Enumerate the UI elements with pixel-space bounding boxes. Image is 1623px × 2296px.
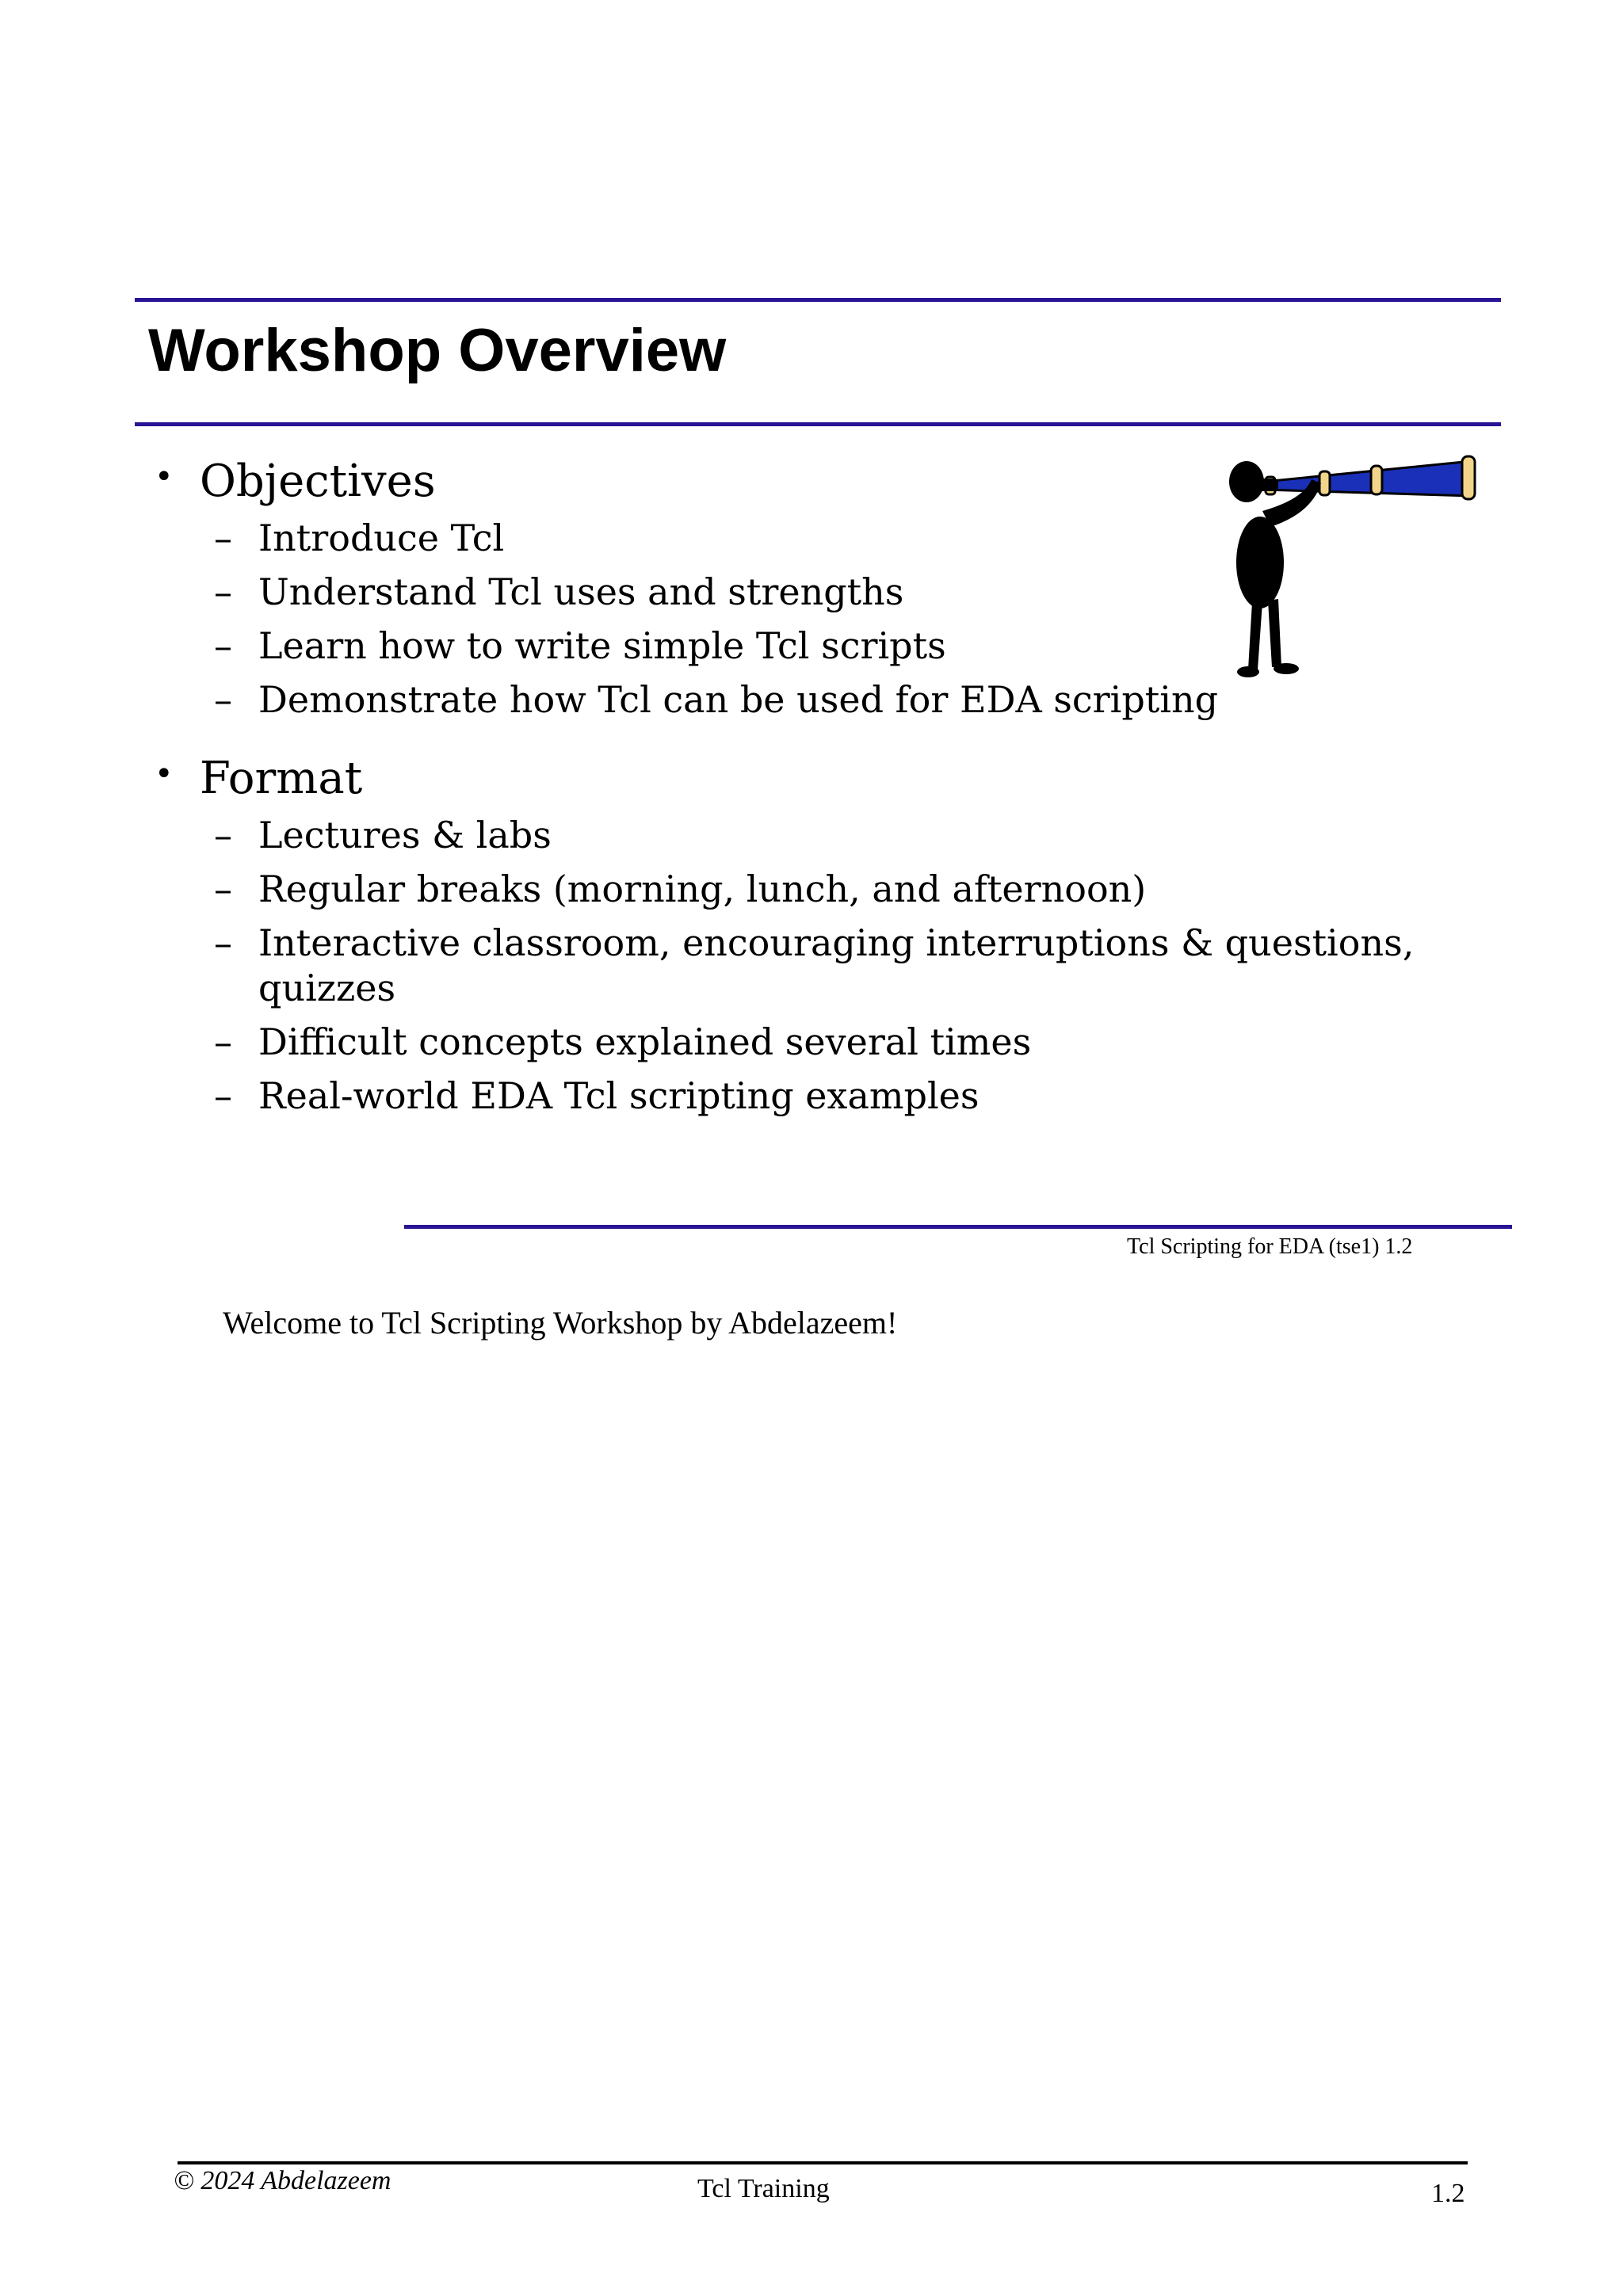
footer-center: Tcl Training <box>697 2174 830 2203</box>
bullet-objectives <box>155 454 1343 509</box>
dash-icon: – <box>214 921 232 964</box>
slide-footer-rule <box>404 1225 1512 1229</box>
dash-icon: – <box>214 1074 232 1117</box>
page-number: 1.2 <box>1431 2179 1465 2208</box>
dash-icon: – <box>214 570 232 613</box>
list-item-text: Lectures & labs <box>258 814 552 856</box>
list-item-text: Introduce Tcl <box>258 517 505 559</box>
bullet-dot-icon: • <box>155 756 174 792</box>
list-item-text: Interactive classroom, encouraging interruptions & questions, <box>258 921 1415 964</box>
list-item-text: Difficult concepts explained several times <box>258 1020 1032 1063</box>
bullet-format <box>155 751 1343 807</box>
list-item-text: Learn how to write simple Tcl scripts <box>258 624 946 667</box>
dash-icon: – <box>214 624 232 667</box>
slide-title: Workshop Overview <box>148 317 727 384</box>
dash-icon: – <box>214 517 232 559</box>
person-telescope-icon <box>1224 452 1478 681</box>
title-rule-bottom <box>135 422 1501 426</box>
dash-icon: – <box>214 678 232 721</box>
dash-icon: – <box>214 1020 232 1063</box>
bullet-heading: Format <box>200 753 363 804</box>
notes-text: Welcome to Tcl Scripting Workshop by Abdelazeem! <box>223 1305 898 1341</box>
dash-icon: – <box>214 868 232 910</box>
page-footer-rule <box>178 2161 1468 2164</box>
title-rule-top <box>135 298 1501 302</box>
list-item-text: quizzes <box>258 967 396 1009</box>
list-item-text: Regular breaks (morning, lunch, and afternoon) <box>258 868 1147 910</box>
list-item-text: Understand Tcl uses and strengths <box>258 570 904 613</box>
bullet-dot-icon: • <box>155 459 174 495</box>
slide-footer-label: Tcl Scripting for EDA (tse1) 1.2 <box>1127 1234 1413 1259</box>
dash-icon: – <box>214 814 232 856</box>
list-item-text: Real-world EDA Tcl scripting examples <box>258 1074 980 1117</box>
bullet-heading: Objectives <box>200 456 436 507</box>
copyright: © 2024 Abdelazeem <box>174 2166 391 2195</box>
telescope-icon <box>1264 456 1475 499</box>
list-item-text: Demonstrate how Tcl can be used for EDA scripting <box>258 678 1219 721</box>
